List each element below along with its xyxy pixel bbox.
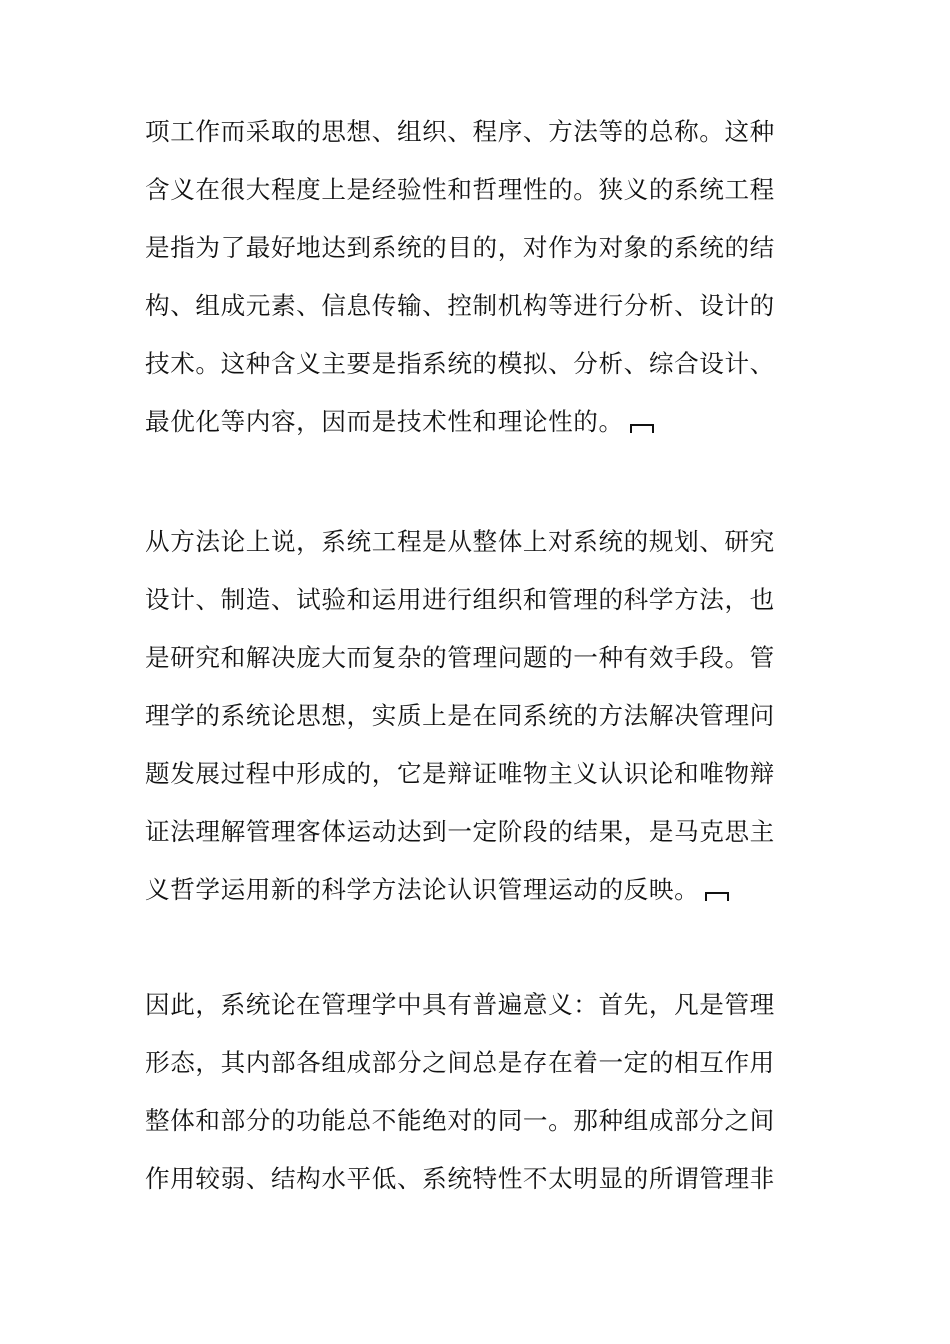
text-line: 技术。这种含义主要是指系统的模拟、分析、综合设计、	[145, 349, 775, 378]
text-line: 是研究和解决庞大而复杂的管理问题的一种有效手段。管	[145, 643, 775, 672]
text-line-last	[145, 393, 810, 451]
text-line: 含义在很大程度上是经验性和哲理性的。狭义的系统工程	[145, 175, 775, 204]
text-line: 项工作而采取的思想、组织、程序、方法等的总称。这种	[145, 117, 775, 146]
text-line: 证法理解管理客体运动达到一定阶段的结果，是马克思主	[145, 817, 775, 846]
text-line-content: 义哲学运用新的科学方法论认识管理运动的反映。	[145, 875, 700, 904]
text-line: 因此，系统论在管理学中具有普遍意义：首先，凡是管理	[145, 990, 775, 1019]
text-line: 整体和部分的功能总不能绝对的同一。那种组成部分之间	[145, 1106, 775, 1135]
text-line: 是指为了最好地达到系统的目的，对作为对象的系统的结	[145, 233, 775, 262]
paragraph-1	[145, 103, 810, 451]
paragraph-return-icon	[630, 422, 654, 434]
text-line: 形态，其内部各组成部分之间总是存在着一定的相互作用	[145, 1048, 775, 1077]
text-line: 理学的系统论思想，实质上是在同系统的方法解决管理问	[145, 701, 775, 730]
text-line-last	[145, 861, 810, 919]
text-line: 构、组成元素、信息传输、控制机构等进行分析、设计的	[145, 291, 775, 320]
paragraph-return-icon	[705, 890, 729, 902]
text-line: 设计、制造、试验和运用进行组织和管理的科学方法，也	[145, 585, 775, 614]
text-line-content: 最优化等内容，因而是技术性和理论性的。	[145, 407, 624, 436]
text-line: 题发展过程中形成的，它是辩证唯物主义认识论和唯物辩	[145, 759, 775, 788]
paragraph-3	[145, 976, 810, 1208]
text-line: 作用较弱、结构水平低、系统特性不太明显的所谓管理非	[145, 1164, 775, 1193]
paragraph-2	[145, 513, 810, 919]
text-line: 从方法论上说，系统工程是从整体上对系统的规划、研究	[145, 527, 775, 556]
